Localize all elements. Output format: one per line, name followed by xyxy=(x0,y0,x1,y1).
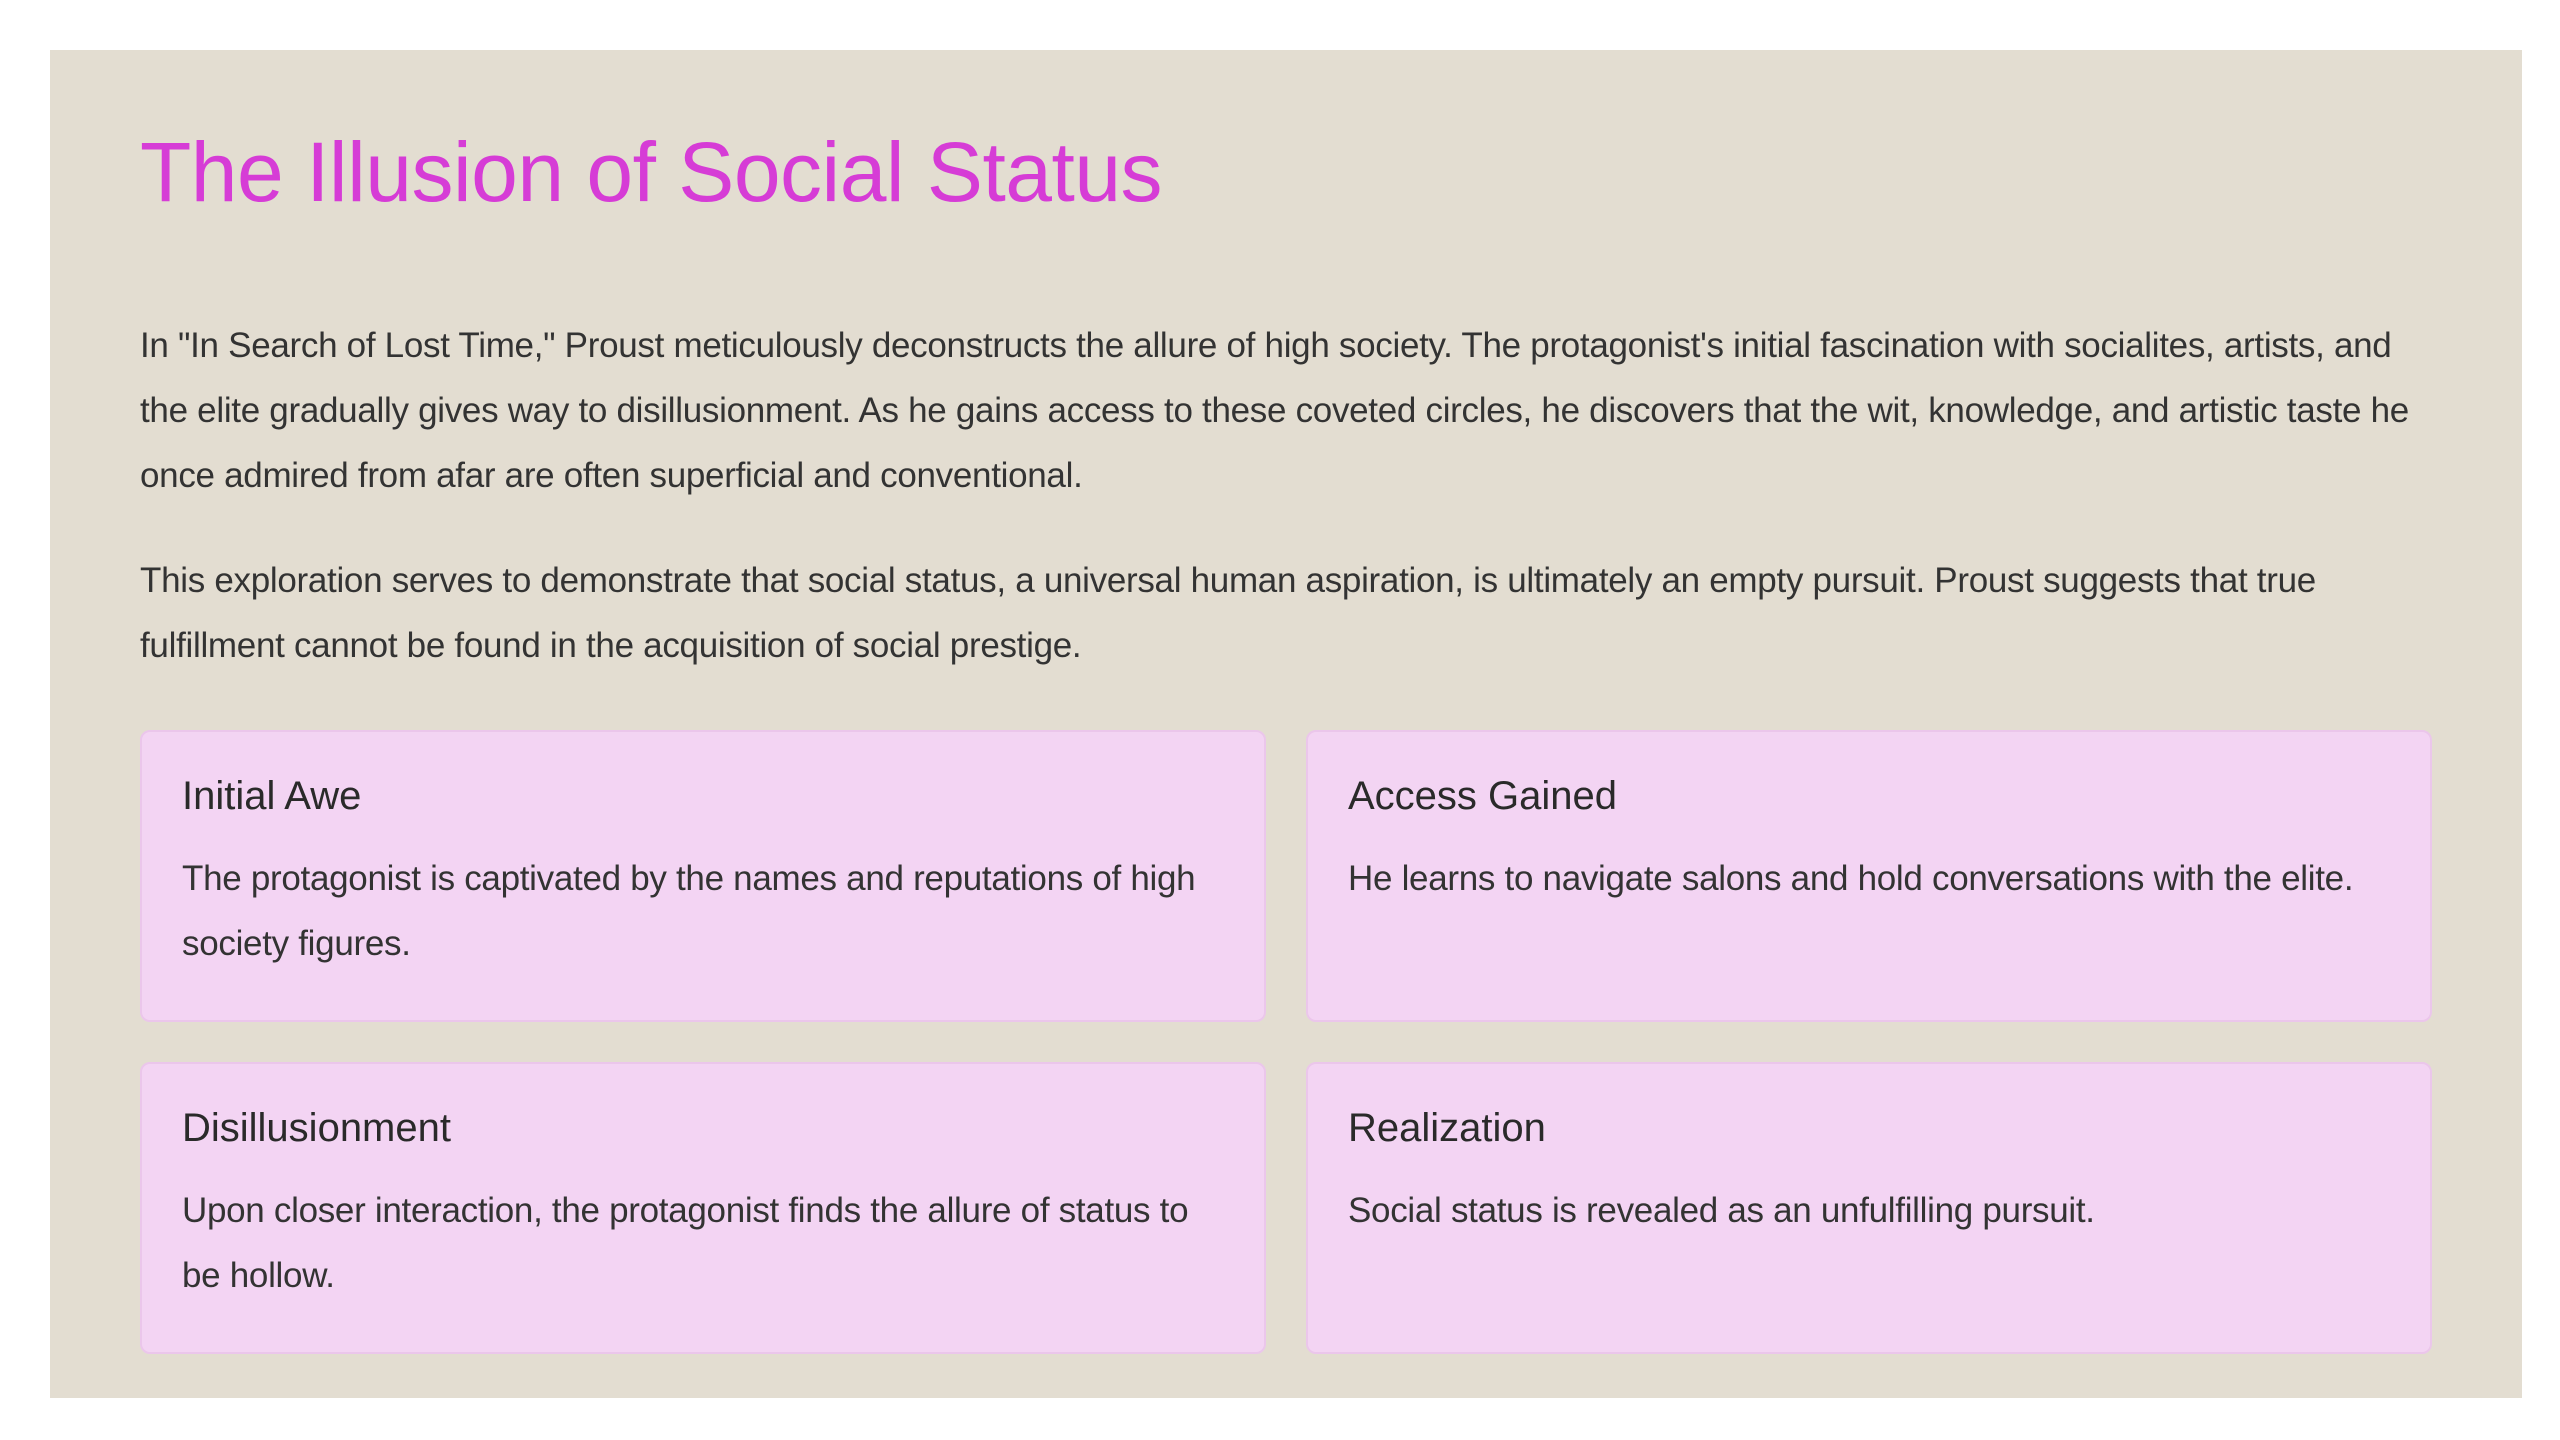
page-title: The Illusion of Social Status xyxy=(140,125,1163,219)
card-title: Initial Awe xyxy=(182,773,362,818)
card-initial-awe xyxy=(140,730,1266,1022)
card-title: Realization xyxy=(1348,1105,1546,1150)
card-text: The protagonist is captivated by the names and reputations of high society figures. xyxy=(182,858,1196,963)
conclusion-paragraph: This exploration serves to demonstrate that social status, a universal human aspiration, is ultimately an empty pursuit. Proust suggests that true fulfillment cannot be found in the acquisition of social prestige. xyxy=(140,560,2316,665)
card-access-gained xyxy=(1306,730,2432,1022)
card-title: Disillusionment xyxy=(182,1105,451,1150)
card-text: Upon closer interaction, the protagonist finds the allure of status to be hollow. xyxy=(182,1190,1189,1295)
intro-paragraph: In "In Search of Lost Time," Proust meticulously deconstructs the allure of high society. The protagonist's initial fascination with socialites, artists, and the elite gradually gives way to disillusionment. As he gains access to these coveted circles, he discovers that the wit, knowledge, and artistic taste he once admired from afar are often superficial and conventional. xyxy=(140,325,2409,495)
card-text: Social status is revealed as an unfulfilling pursuit. xyxy=(1348,1190,2095,1230)
card-disillusionment xyxy=(140,1062,1266,1354)
card-text: He learns to navigate salons and hold conversations with the elite. xyxy=(1348,858,2354,898)
card-title: Access Gained xyxy=(1348,773,1618,818)
card-realization xyxy=(1306,1062,2432,1354)
slide xyxy=(50,50,2522,1398)
stage-cards xyxy=(140,730,2432,1354)
